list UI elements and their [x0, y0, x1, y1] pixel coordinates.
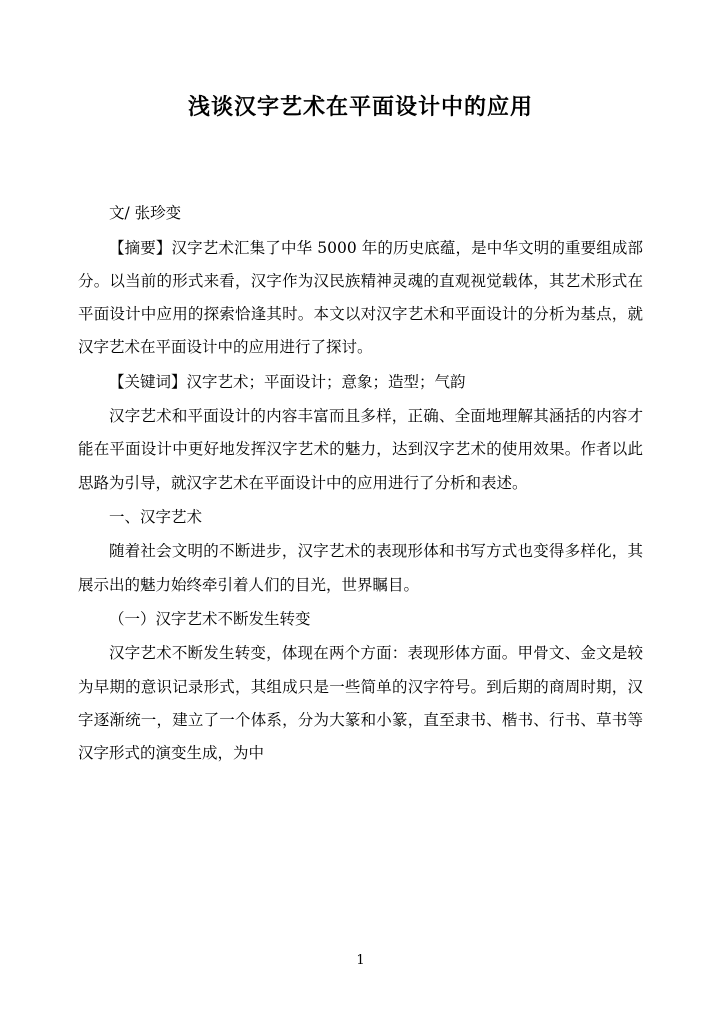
subsection-heading-one: （一）汉字艺术不断发生转变 — [109, 609, 311, 628]
abstract-paragraph: 【摘要】汉字艺术汇集了中华 5000 年的历史底蕴，是中华文明的重要组成部分。以当前的形式来看，汉字作为汉民族精神灵魂的直观视觉载体，其艺术形式在平面设计中应用的探索恰逢其时。本文以对汉字艺术和平面设计的分析为基点，就汉字艺术在平面设计中的应用进行了探讨。 — [78, 238, 643, 357]
section-heading-one: 一、汉字艺术 — [109, 508, 203, 526]
document-body — [78, 197, 643, 770]
page-title: 浅谈汉字艺术在平面设计中的应用 — [187, 95, 533, 120]
byline: 文/ 张珍变 — [109, 204, 182, 223]
page-number: 1 — [356, 953, 365, 968]
section-one-paragraph: 随着社会文明的不断进步，汉字艺术的表现形体和书写方式也变得多样化，其展示出的魅力始终牵引着人们的目光，世界瞩目。 — [78, 542, 643, 594]
keywords-paragraph: 【关键词】汉字艺术；平面设计；意象；造型；气韵 — [109, 372, 466, 391]
subsection-one-paragraph: 汉字艺术不断发生转变，体现在两个方面：表现形体方面。甲骨文、金文是较为早期的意识记录形式，其组成只是一些简单的汉字符号。到后期的商周时期，汉字逐渐统一，建立了一个体系，分为大篆和小篆，直至隶书、楷书、行书、草书等汉字形式的演变生成，为中 — [78, 644, 643, 763]
intro-paragraph: 汉字艺术和平面设计的内容丰富而且多样，正确、全面地理解其涵括的内容才能在平面设计中更好地发挥汉字艺术的魅力，达到汉字艺术的使用效果。作者以此思路为引导，就汉字艺术在平面设计中的应用进行了分析和表述。 — [78, 407, 643, 492]
